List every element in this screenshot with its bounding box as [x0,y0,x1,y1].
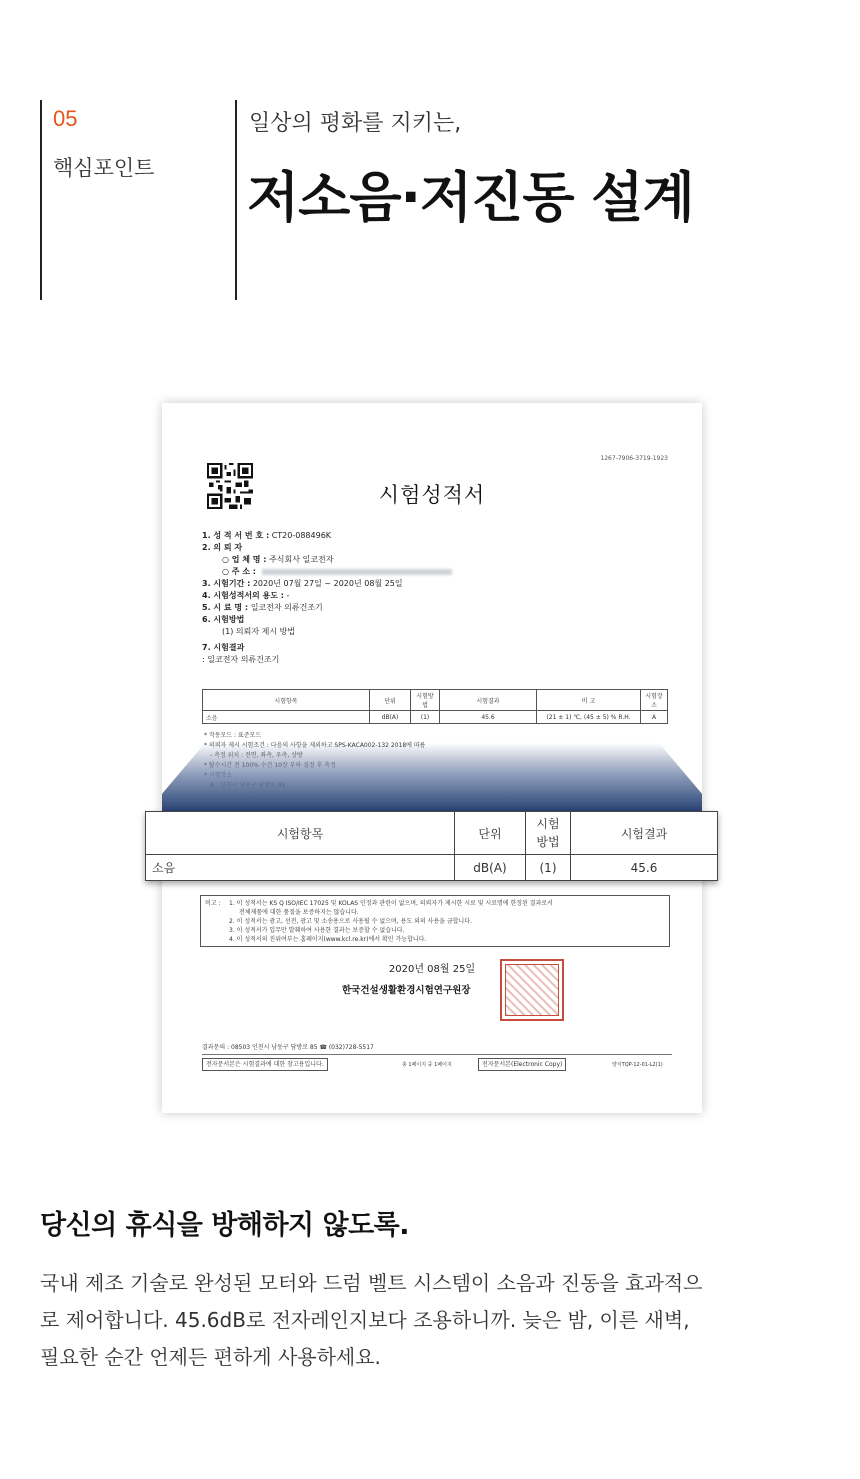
header-test-result: 시험결과 [571,812,718,855]
remarks-box: 비고 : 1. 이 성적서는 KS Q ISO/IEC 17025 및 KOLAS 인정과 관련이 없으며, 의뢰자가 제시한 시료 및 시료명에 한정된 결과로서 전체제품에 대한 품질을 보증하지는 않습니다. 2. 이 성적서는 광고, 선전, 광고 및 소송용으로 사용될 수 없으며, 용도 외의 사용을 금합니다. 3. 이 성적서가 입무만 발췌하여 사용한 결과는 보증할 수 없습니다. 4. 이 성적서의 진위여부는 홈페이지(www.kcl.re.kr)에서 확인 가능합니다. [200,895,670,947]
issue-date: 2020년 08월 25일 [388,964,476,975]
reference-note-box: 전자문서본은 시험결과에 대한 참고용입니다. [202,1058,328,1071]
certificate-result-table [202,689,668,724]
cell-test-result: 45.6 [571,855,718,881]
cell-test-method: (1) [526,855,571,881]
cell-unit: dB(A) [455,855,526,881]
page-count: 총 1페이지 중 1페이지 [402,1062,452,1068]
field-test-method-value: (1) 의뢰자 제시 방법 [222,627,296,636]
table-row: 소음 dB(A) (1) 45.6 (21 ± 1) ℃, (45 ± 5) % R.H. A [203,711,668,724]
test-certificate [162,403,702,1113]
field-client: 2. 의 뢰 자 [202,543,243,552]
zoom-highlight-band [162,743,702,814]
section-number: 05 [53,106,78,131]
field-report-number: 1. 성 적 서 번 호 : CT20-088496K [202,531,332,540]
certificate-footer: 결과문의 : 08503 인천시 남동구 담방로 85 ☎ (032)728-5517 전자문서본은 시험결과에 대한 참고용입니다. 총 1페이지 중 1페이지 전자문서본(Electronic Copy) 양식TQP-12-01-L2(1) [202,1042,672,1072]
official-seal [500,959,564,1021]
section-label: 핵심포인트 [53,156,155,180]
form-code: 양식TQP-12-01-L2(1) [612,1062,663,1068]
header-test-item: 시험항목 [146,812,455,855]
test-notes: * 작동모드 : 표준모드 [204,732,262,739]
field-test-result: 7. 시험결과 [202,643,245,652]
zoomed-result-table [145,811,718,881]
body-line: 필요한 순간 언제든 편하게 사용하세요. [40,1345,381,1369]
body-headline: 당신의 휴식을 방해하지 않도록. [40,1210,410,1241]
body-line: 국내 제조 기술로 완성된 모터와 드럼 벨트 시스템이 소음과 진동을 효과적으 [40,1271,703,1295]
field-test-period: 3. 시험기간 : 2020년 07월 27일 ~ 2020년 08월 25일 [202,579,403,588]
redacted-address [262,569,452,575]
table-row [146,855,718,881]
field-test-result-value: : 일코전자 의류건조기 [202,655,280,664]
issuer-name: 한국건설생활환경시험연구원장 [342,985,471,996]
field-purpose: 4. 시험성적서의 용도 : - [202,591,290,600]
section-marker [40,100,232,300]
field-test-method: 6. 시험방법 [202,615,245,624]
table-header-row: 시험항목 단위 시험방법 시험결과 비 고 시험장소 [203,690,668,711]
field-sample-name: 5. 시 료 명 : 일코전자 의류건조기 [202,603,323,612]
field-company: ○ 업 체 명 : 주식회사 일코전자 [222,555,334,564]
zoom-header-row [146,812,718,855]
section-heading [235,100,797,300]
header-test-method: 시험 방법 [526,812,571,855]
electronic-copy-box: 전자문서본(Electronic Copy) [478,1058,566,1071]
field-address: ○ 주 소 : [202,566,672,578]
heading-lead: 일상의 평화를 지키는, [249,111,462,136]
body-line: 로 제어합니다. 45.6dB로 전자레인지보다 조용하니까. 늦은 밤, 이른 새벽, [40,1308,690,1332]
cell-test-item: 소음 [146,855,455,881]
certificate-fields [202,530,672,666]
certificate-id: 1267-7906-3719-1923 [600,455,668,462]
heading-title: 저소음·저진동 설계 [247,166,694,229]
body-paragraph [40,1265,820,1376]
certificate-title: 시험성적서 [378,483,486,507]
header-unit: 단위 [455,812,526,855]
